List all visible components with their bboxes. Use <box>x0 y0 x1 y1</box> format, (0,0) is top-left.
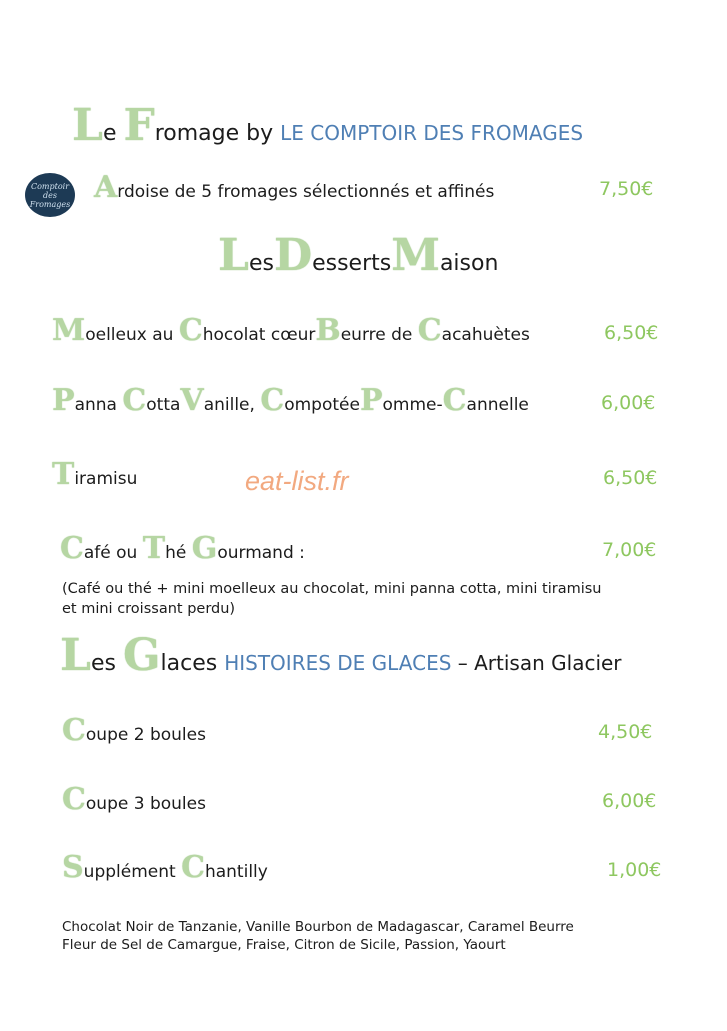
title-text: romage by <box>154 121 281 146</box>
drop-cap: P <box>359 383 383 418</box>
drop-cap: M <box>52 313 86 348</box>
drop-cap: L <box>218 230 249 281</box>
menu-item <box>62 713 206 748</box>
logo-text: Comptoir des Fromages <box>29 181 71 209</box>
drop-cap: G <box>191 531 218 566</box>
item-price: 7,00€ <box>602 539 657 561</box>
item-text: omme- <box>382 395 443 415</box>
drop-cap: C <box>417 313 442 348</box>
item-text: anille, <box>203 395 261 415</box>
drop-cap: F <box>123 100 155 151</box>
menu-item <box>62 782 206 817</box>
flavors-line: Chocolat Noir de Tanzanie, Vanille Bourbon de Madagascar, Caramel Beurre <box>62 919 574 935</box>
item-text: hantilly <box>204 862 268 882</box>
item-text: ompotée <box>284 395 360 415</box>
item-price: 6,50€ <box>603 467 658 489</box>
title-text: – Artisan Glacier <box>451 651 622 675</box>
item-text: ourmand : <box>217 543 305 563</box>
title-text: laces <box>160 651 225 676</box>
menu-item <box>62 850 268 885</box>
item-price: 6,00€ <box>601 392 656 414</box>
fromage-title <box>72 100 584 151</box>
drop-cap: C <box>62 713 86 748</box>
item-price: 6,00€ <box>602 790 657 812</box>
brand-name: LE COMPTOIR DES FROMAGES <box>280 121 584 145</box>
item-text: oelleux au <box>85 325 179 345</box>
item-text: eurre de <box>340 325 418 345</box>
drop-cap: C <box>181 850 205 885</box>
title-text: es <box>248 251 274 276</box>
drop-cap: C <box>260 383 285 418</box>
drop-cap: L <box>72 100 103 151</box>
item-price: 1,00€ <box>607 859 662 881</box>
item-text: afé ou <box>83 543 143 563</box>
item-text: oupe 3 boules <box>85 794 206 814</box>
item-text: annelle <box>466 395 529 415</box>
dessert-note-line: (Café ou thé + mini moelleux au chocolat, mini panna cotta, mini tiramisu <box>62 581 602 597</box>
menu-item <box>52 313 530 348</box>
drop-cap: B <box>315 313 341 348</box>
item-text: oupe 2 boules <box>85 725 206 745</box>
drop-cap: A <box>94 170 118 205</box>
drop-cap: V <box>180 383 204 418</box>
menu-item <box>52 457 138 492</box>
title-text: esserts <box>312 251 392 276</box>
title-text: e <box>102 121 124 146</box>
title-text: aison <box>439 251 499 276</box>
brand-name: HISTOIRES DE GLACES <box>224 651 452 675</box>
item-text: rdoise de 5 fromages sélectionnés et affinés <box>117 182 495 202</box>
item-price: 6,50€ <box>604 322 659 344</box>
item-text: iramisu <box>74 469 138 489</box>
item-text: hé <box>165 543 192 563</box>
item-text: hocolat cœur <box>202 325 316 345</box>
item-price: 7,50€ <box>599 178 654 200</box>
drop-cap: P <box>52 383 75 418</box>
drop-cap: C <box>62 782 86 817</box>
flavors-line: Fleur de Sel de Camargue, Fraise, Citron de Sicile, Passion, Yaourt <box>62 937 506 953</box>
drop-cap: G <box>122 630 161 681</box>
item-price: 4,50€ <box>598 721 653 743</box>
desserts-title <box>218 230 499 281</box>
item-text: acahuètes <box>441 325 530 345</box>
drop-cap: S <box>62 850 84 885</box>
item-text: otta <box>146 395 181 415</box>
title-text: es <box>90 651 123 676</box>
item-text: anna <box>74 395 123 415</box>
menu-item <box>94 170 495 205</box>
menu-item <box>52 383 529 418</box>
drop-cap: C <box>60 531 84 566</box>
watermark: eat-list.fr <box>245 466 349 496</box>
drop-cap: T <box>142 531 166 566</box>
drop-cap: C <box>442 383 467 418</box>
drop-cap: M <box>391 230 440 281</box>
menu-item <box>60 531 305 566</box>
glaces-title <box>60 630 622 681</box>
item-text: upplément <box>83 862 182 882</box>
dessert-note-line: et mini croissant perdu) <box>62 601 236 617</box>
drop-cap: T <box>52 457 75 492</box>
drop-cap: C <box>178 313 203 348</box>
drop-cap: D <box>273 230 313 281</box>
comptoir-logo <box>25 173 75 217</box>
drop-cap: C <box>122 383 147 418</box>
drop-cap: L <box>60 630 91 681</box>
